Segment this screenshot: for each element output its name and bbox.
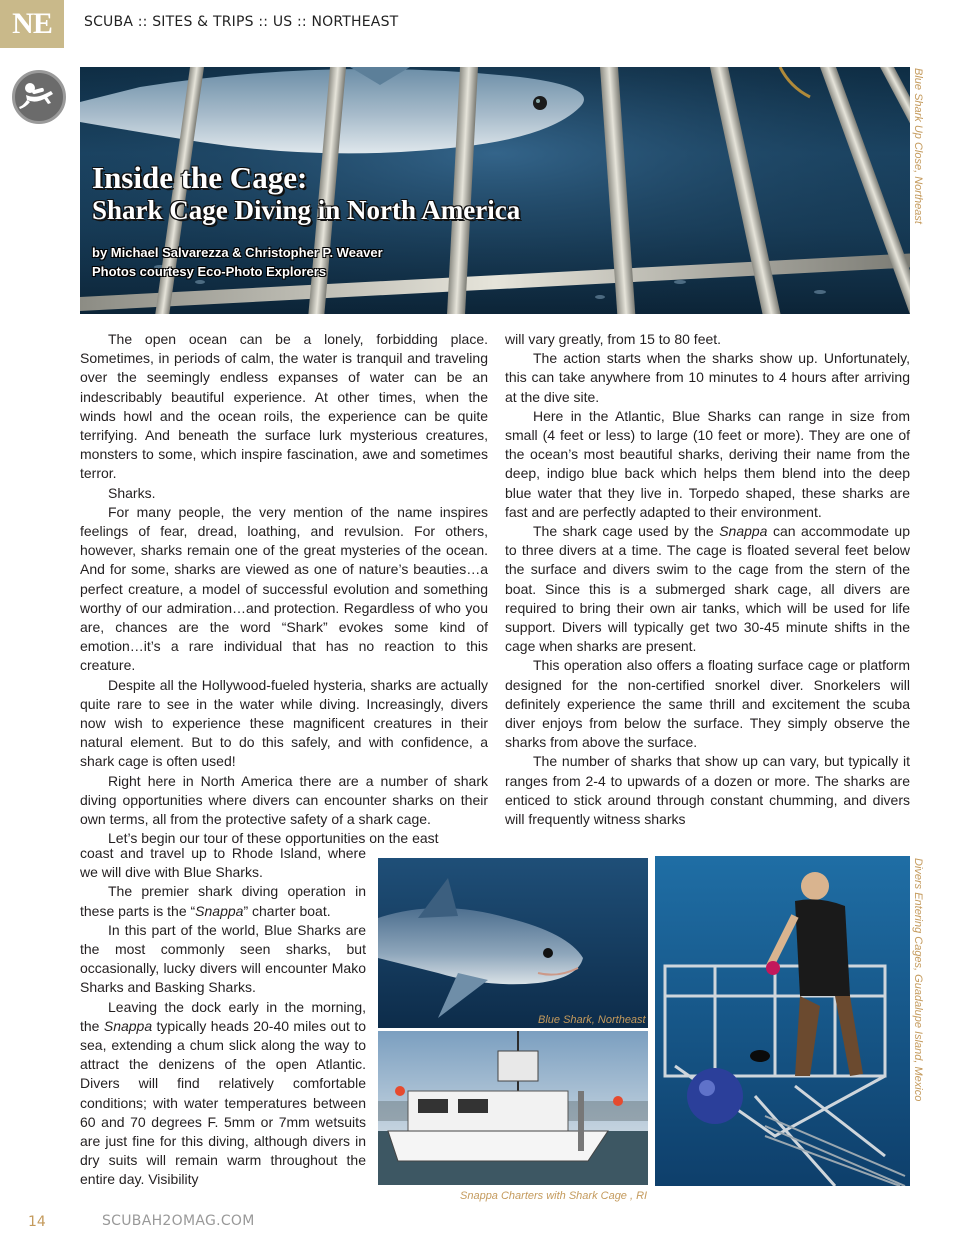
snappa-caption: Snappa Charters with Shark Cage , RI: [460, 1190, 648, 1202]
divers-cage-photo: [655, 856, 910, 1186]
snappa-boat-photo: [378, 1031, 648, 1185]
photo-credit: Photos courtesy Eco-Photo Explorers: [92, 264, 327, 279]
paragraph: For many people, the very mention of the name inspires feelings of fear, dread, loathing, and revulsion. For others, however, sharks remain one of the great mysteries of the ocean. And for some, sharks are viewed as one of nature’s beauties…a perfect creature, a model of successful evolution and something worthy of our admiration…and protection. Regardless of who you are, chances are the word “Shark” evokes some kind of emotion…it’s a rare individual that has no reaction to this creature.: [80, 503, 488, 674]
paragraph: Right here in North America there are a number of shark diving opportunities where divers can encounter sharks on their own terms, all from the protective safety of a shark cage.: [80, 772, 488, 828]
paragraph: will vary greatly, from 15 to 80 feet.: [505, 331, 722, 347]
paragraph: In this part of the world, Blue Sharks are the most commonly seen sharks, but occasionally, lucky divers will encounter Mako Sharks and Basking Sharks.: [80, 921, 366, 996]
left-column: [80, 330, 488, 848]
paragraph: Here in the Atlantic, Blue Sharks can range in size from small (4 feet or less) to large (10 feet or more). They are one of the ocean’s most beautiful sharks, deriving their name from the deep, indigo blue back which helps them blend into the deep blue water that they live in. Torpedo shaped, these sharks are fast and are perfectly adapted to their environment.: [505, 407, 910, 520]
paragraph: The shark cage used by the Snappa can accommodate up to three divers at a time. The cage is floated several feet below the surface and divers swim to the cage from the stern of the boat. Since this is a submerged shark cage, all divers are required to bring their own air tanks, which will be used for life support. Divers will typically get two 30-45 minute shifts in the cage when sharks are present.: [505, 523, 910, 655]
blue-shark-caption: Blue Shark, Northeast: [538, 1014, 646, 1026]
paragraph: Let’s begin our tour of these opportunities on the east: [108, 830, 439, 847]
site-link[interactable]: SCUBAH2OMAG.COM: [102, 1213, 255, 1229]
paragraph: Despite all the Hollywood-fueled hysteria, sharks are actually quite rare to see in the water while diving. Increasingly, divers now wish to experience these magnificent creatures in their natural element. But to do this safely, and with confidence, a shark cage is often used!: [80, 676, 488, 770]
paragraph: coast and travel up to Rhode Island, where we will dive with Blue Sharks.: [80, 845, 366, 881]
left-narrow-column: [80, 844, 366, 1190]
blue-shark-photo: [378, 858, 648, 1028]
page-number: 14: [28, 1214, 46, 1230]
divers-side-caption: Divers Entering Cages, Guadalupe Island, Mexico: [912, 858, 924, 1102]
paragraph: Sharks.: [108, 484, 156, 501]
hero-photo: [80, 67, 910, 314]
authors: by Michael Salvarezza & Christopher P. Weaver: [92, 245, 383, 260]
breadcrumb[interactable]: SCUBA :: SITES & TRIPS :: US :: NORTHEAST: [84, 14, 399, 30]
paragraph: Leaving the dock early in the morning, the Snappa typically heads 20-40 miles out to sea, extending a chum slick along the way to attract the denizens of the open Atlantic. Divers will find relatively comfortable conditions; with water temperatures between 60 and 70 degrees F. 5mm or 7mm wetsuits are just fine for this diving, although divers in dry suits will remain warm throughout the entire day. Visibility: [80, 998, 367, 1188]
paragraph: The open ocean can be a lonely, forbidding place. Sometimes, in periods of calm, the water is tranquil and traveling over the seemingly endless expanses of water can be an indescribably beautiful experience. At other times, when the winds howl and the ocean roils, the experience can be quite terrifying. And beneath the surface lurk mysterious creatures, monsters to some, which inspire fascination, awe and sometimes terror.: [80, 331, 488, 482]
paragraph: The premier shark diving operation in these parts is the “Snappa” charter boat.: [80, 883, 366, 919]
region-badge: NE: [0, 0, 64, 48]
paragraph: The number of sharks that show up can vary, but typically it ranges from 2-4 to upwards of a dozen or more. The sharks are enticed to stick around through constant chumming, and divers will frequently witness sharks: [505, 753, 910, 828]
title-line-2: Shark Cage Diving in North America: [92, 195, 521, 225]
paragraph: This operation also offers a floating surface cage or platform designed for the non-certified snorkel diver. Snorkelers will definitely experience the same thrill and excitement the scuba diver enjoys from below the surface. They simply observe the sharks from above the surface.: [505, 657, 910, 751]
right-column: [505, 330, 910, 829]
title-line-1: Inside the Cage:: [92, 160, 308, 195]
paragraph: The action starts when the sharks show up. Unfortunately, this can take anywhere from 10 minutes to 4 hours after arriving at the dive site.: [505, 350, 910, 405]
byline: [92, 243, 383, 281]
article-title: [92, 161, 520, 225]
hero-side-caption: Blue Shark Up Close, Northeast: [912, 68, 924, 224]
diver-icon: [12, 70, 66, 124]
